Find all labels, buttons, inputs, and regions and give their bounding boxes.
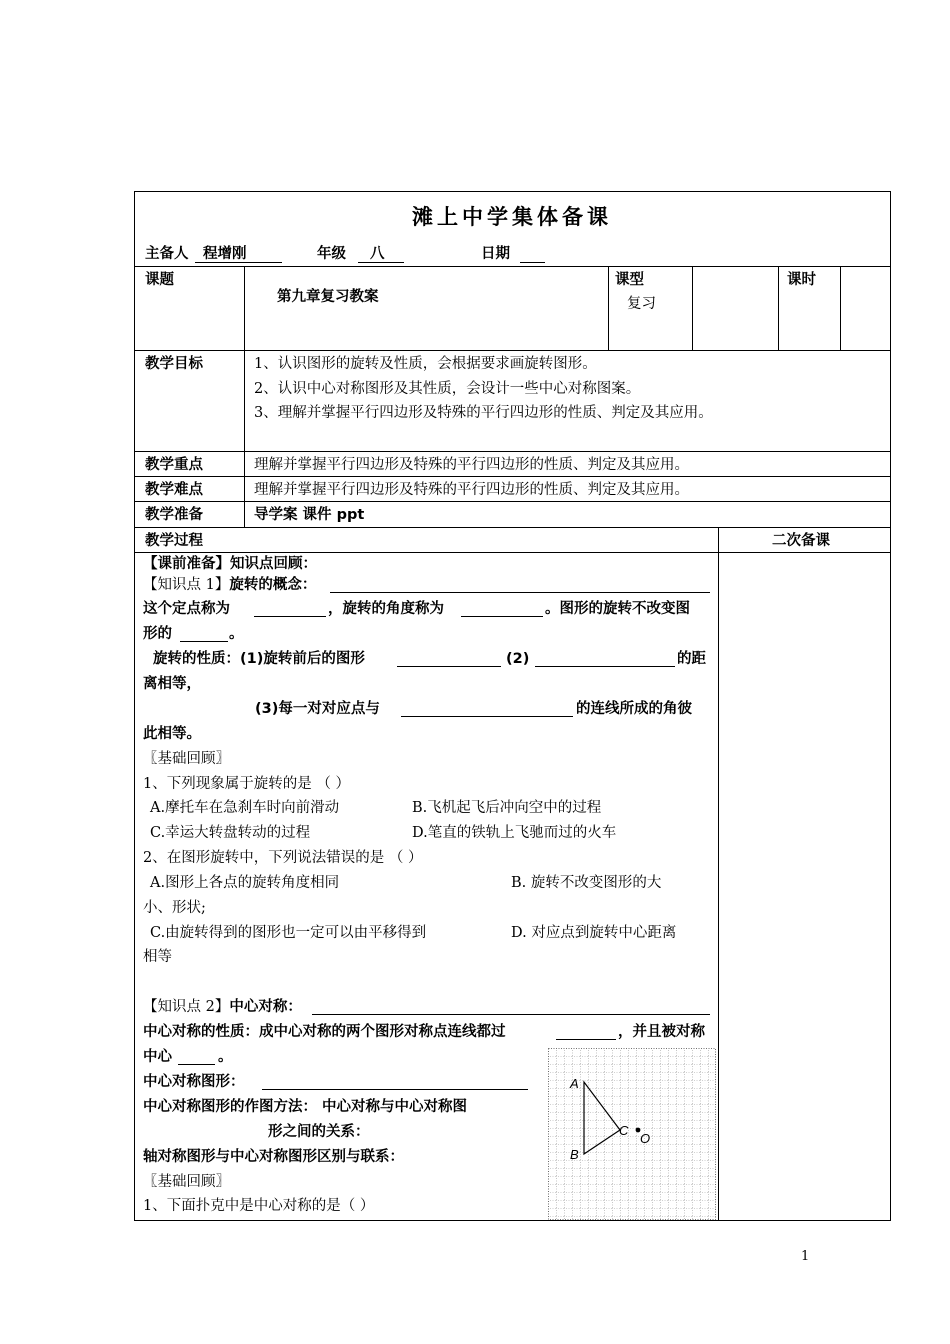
date-label: 日期 — [481, 246, 510, 262]
axis-vs-center: 轴对称图形与中心对称图形区别与联系： — [143, 1149, 404, 1165]
key-point-label: 教学重点 — [145, 457, 203, 473]
date-underline — [520, 262, 545, 263]
kp1-line3b: 。 — [229, 626, 244, 642]
answer-blank — [556, 1039, 616, 1040]
q1-option-a: A.摩托车在急刹车时向前滑动 — [150, 800, 340, 816]
grade-underline — [358, 262, 404, 263]
cs-prop-d: 。 — [218, 1049, 233, 1065]
key-point-text: 理解并掌握平行四边形及特殊的平行四边形的性质、判定及其应用。 — [254, 457, 689, 473]
type-label: 课型 — [615, 272, 644, 288]
answer-blank — [178, 1064, 215, 1065]
cs-prop-c: 中心 — [143, 1049, 172, 1065]
preparer-underline — [195, 262, 282, 263]
hours-label: 课时 — [787, 272, 816, 288]
prop-line1c: 的距 — [677, 651, 706, 667]
preparation-text: 导学案 课件 ppt — [254, 507, 365, 523]
cs-prop-b: ，并且被对称 — [618, 1024, 705, 1040]
answer-blank — [401, 716, 573, 717]
cs-figure-label: 中心对称图形： — [143, 1074, 245, 1090]
grid-area — [549, 1049, 716, 1220]
table-border-bottom — [134, 1220, 891, 1221]
q2-option-c: C.由旋转得到的图形也一定可以由平移得到 — [150, 925, 427, 941]
grade-label: 年级 — [317, 246, 346, 262]
kp1-tag: 【知识点 1】 — [143, 577, 230, 593]
grade-value: 八 — [370, 246, 385, 262]
col-divider — [608, 266, 609, 350]
q2-option-b-cont: 小、形状; — [143, 900, 206, 916]
table-border-left — [134, 191, 135, 1221]
label-o: O — [640, 1131, 651, 1146]
preparation-label: 教学准备 — [145, 507, 203, 523]
row-divider — [134, 552, 891, 553]
page-title: 滩上中学集体备课 — [412, 204, 612, 229]
q2-option-a: A.图形上各点的旋转角度相同 — [150, 875, 340, 891]
col-divider — [718, 527, 719, 1220]
label-c: C — [619, 1123, 629, 1138]
q1-option-c: C.幸运大转盘转动的过程 — [150, 825, 311, 841]
q2-option-b: B. 旋转不改变图形的大 — [511, 875, 662, 891]
prop-line3a: (3)每一对对应点与 — [255, 701, 380, 717]
goal-item: 2、认识中心对称图形及其性质，会设计一些中心对称图案。 — [254, 381, 641, 397]
topic-value: 第九章复习教案 — [277, 289, 379, 305]
kp1-line3a: 形的 — [143, 626, 172, 642]
label-a: A — [570, 1076, 579, 1091]
review-heading: 〖基础回顾〗 — [143, 751, 230, 767]
answer-blank — [397, 666, 501, 667]
kp1-heading — [143, 576, 316, 594]
col-divider — [692, 266, 693, 350]
answer-blank — [262, 1089, 528, 1090]
answer-blank — [254, 616, 326, 617]
kp2-concept: 中心对称： — [229, 999, 302, 1015]
question-2: 2、在图形旋转中，下列说法错误的是 （ ） — [143, 850, 423, 866]
goal-item: 1、认识图形的旋转及性质，会根据要求画旋转图形。 — [254, 356, 597, 372]
row-divider — [134, 501, 891, 502]
difficulty-text: 理解并掌握平行四边形及特殊的平行四边形的性质、判定及其应用。 — [254, 482, 689, 498]
topic-label: 课题 — [145, 272, 174, 288]
cs-method-b: 形之间的关系： — [268, 1124, 370, 1140]
q1-option-d: D.笔直的铁轨上飞驰而过的火车 — [412, 825, 617, 841]
type-value: 复习 — [627, 296, 656, 312]
answer-blank — [330, 592, 710, 593]
preparer-label: 主备人 — [145, 246, 189, 262]
answer-blank — [312, 1014, 710, 1015]
question-1: 1、下列现象属于旋转的是 （ ） — [143, 776, 350, 792]
prop-line1b: (2) — [506, 651, 530, 667]
cs-method-a: 中心对称图形的作图方法： 中心对称与中心对称图 — [143, 1099, 468, 1115]
label-b: B — [570, 1147, 579, 1162]
goal-item: 3、理解并掌握平行四边形及特殊的平行四边形的性质、判定及其应用。 — [254, 405, 713, 421]
question-3: 1、下面扑克中是中心对称的是（ ） — [143, 1198, 375, 1214]
table-border-top — [134, 191, 891, 192]
pre-class-heading: 【课前准备】知识点回顾： — [143, 556, 317, 572]
col-divider — [778, 266, 779, 350]
table-border-right — [890, 191, 891, 1221]
answer-blank — [180, 641, 228, 642]
second-prep-label: 二次备课 — [772, 533, 830, 549]
q2-option-d: D. 对应点到旋转中心距离 — [511, 925, 677, 941]
prop-line2: 离相等， — [143, 676, 201, 692]
row-divider — [134, 527, 891, 528]
row-divider — [134, 350, 891, 351]
kp1-line2c: 。图形的旋转不改变图 — [545, 601, 690, 617]
q1-option-b: B.飞机起飞后冲向空中的过程 — [412, 800, 602, 816]
col-divider — [840, 266, 841, 350]
row-divider — [134, 451, 891, 452]
kp1-line2b: ，旋转的角度称为 — [328, 601, 444, 617]
preparer-name: 程增刚 — [203, 246, 247, 262]
kp1-concept: 旋转的概念： — [229, 577, 317, 593]
row-divider — [134, 476, 891, 477]
kp2-tag: 【知识点 2】 — [143, 999, 230, 1015]
answer-blank — [461, 616, 543, 617]
kp2-heading — [143, 998, 302, 1016]
prop-line3b: 的连线所成的角彼 — [576, 701, 692, 717]
review-heading-2: 〖基础回顾〗 — [143, 1174, 230, 1190]
page-number: 1 — [801, 1249, 810, 1264]
answer-blank — [535, 666, 675, 667]
grid-figure — [548, 1048, 716, 1220]
kp1-line2a: 这个定点称为 — [143, 601, 230, 617]
col-divider — [244, 266, 245, 527]
process-label: 教学过程 — [145, 533, 203, 549]
cs-prop-a: 中心对称的性质：成中心对称的两个图形对称点连线都过 — [143, 1024, 506, 1040]
prop-line1a: 旋转的性质：(1)旋转前后的图形 — [153, 651, 365, 667]
q2-option-d-cont: 相等 — [143, 949, 172, 965]
goals-label: 教学目标 — [145, 356, 203, 372]
prop-line4: 此相等。 — [143, 726, 201, 742]
difficulty-label: 教学难点 — [145, 482, 203, 498]
